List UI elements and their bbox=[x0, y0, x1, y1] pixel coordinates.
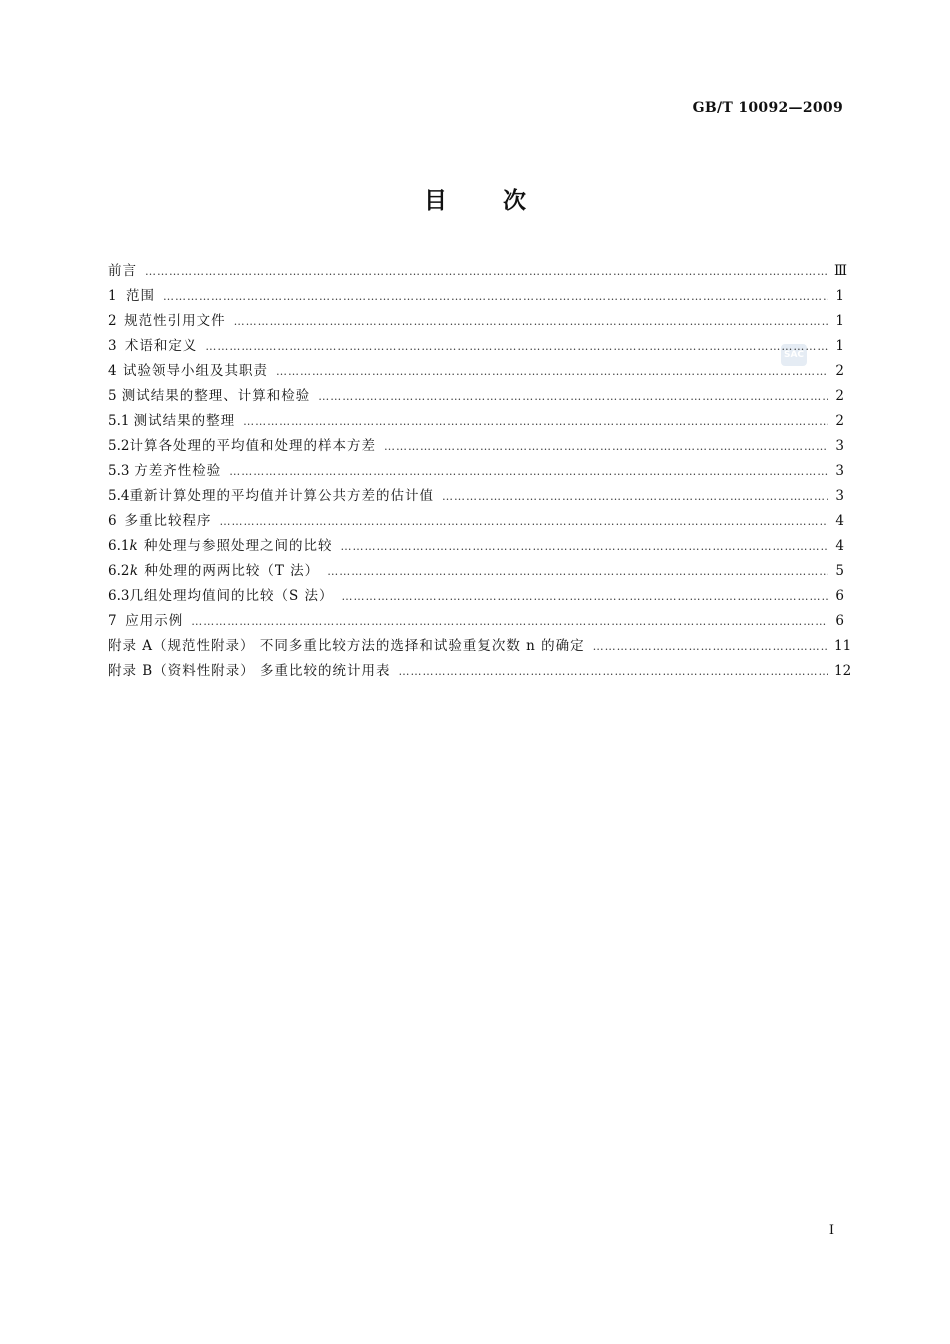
toc-entry-5-4[interactable] bbox=[108, 484, 844, 509]
toc-entry-page: 3 bbox=[835, 488, 844, 504]
toc-entry-3[interactable] bbox=[108, 334, 844, 359]
toc-entry-5-3[interactable] bbox=[108, 459, 844, 484]
dot-leader bbox=[442, 484, 828, 509]
toc-entry-number: 2 bbox=[108, 313, 117, 329]
toc-entry-page: 6 bbox=[835, 613, 844, 629]
dot-leader bbox=[318, 384, 828, 409]
toc-entry-4[interactable] bbox=[108, 359, 844, 384]
toc-entry-number: 6.3 bbox=[108, 588, 130, 604]
toc-entry-5-2[interactable] bbox=[108, 434, 844, 459]
dot-leader bbox=[593, 634, 828, 659]
toc-entry-number: 3 bbox=[108, 338, 117, 354]
toc-entry-6[interactable] bbox=[108, 509, 844, 534]
toc-entry-text: 计算各处理的平均值和处理的样本方差 bbox=[129, 438, 376, 454]
dot-leader bbox=[340, 534, 828, 559]
toc-entry-5[interactable] bbox=[108, 384, 844, 409]
toc-entry-page: 4 bbox=[835, 513, 844, 529]
page-title bbox=[0, 182, 950, 215]
toc-entry-page: 5 bbox=[835, 563, 844, 579]
toc-entry-number: 7 bbox=[108, 613, 117, 629]
toc-entry-number: 6 bbox=[108, 513, 117, 529]
title-char-2: 次 bbox=[503, 188, 526, 214]
toc-entry-page: 4 bbox=[835, 538, 844, 554]
toc-entry-page: 12 bbox=[834, 663, 852, 679]
toc-entry-text: 试验领导小组及其职责 bbox=[122, 363, 268, 379]
dot-leader bbox=[145, 259, 828, 284]
toc-entry-page: 11 bbox=[834, 638, 852, 654]
toc-entry-text: 多重比较程序 bbox=[124, 513, 212, 529]
dot-leader bbox=[342, 584, 828, 609]
sac-watermark-logo: SAC bbox=[781, 344, 807, 366]
toc-entry-text: 附录 A（规范性附录） 不同多重比较方法的选择和试验重复次数 n 的确定 bbox=[108, 638, 585, 654]
toc-entry-text: 测试结果的整理、计算和检验 bbox=[121, 388, 311, 404]
toc-entry-number: 4 bbox=[108, 363, 117, 379]
toc-entry-page: 2 bbox=[835, 363, 844, 379]
toc-entry-number: 5.4 bbox=[108, 488, 130, 504]
toc-entry-number: 5.1 bbox=[108, 413, 130, 429]
dot-leader bbox=[229, 459, 828, 484]
toc-entry-number: 1 bbox=[108, 288, 117, 304]
toc-entry-page: 2 bbox=[835, 388, 844, 404]
dot-leader bbox=[234, 309, 828, 334]
title-char-1: 目 bbox=[424, 188, 447, 214]
toc-entry-text: 重新计算处理的平均值并计算公共方差的估计值 bbox=[129, 488, 434, 504]
dot-leader bbox=[243, 409, 828, 434]
toc-entry-text: 规范性引用文件 bbox=[124, 313, 226, 329]
toc-entry-text: 方差齐性检验 bbox=[134, 463, 222, 479]
toc-entry-text bbox=[130, 559, 319, 584]
toc-entry-page: 3 bbox=[835, 463, 844, 479]
toc-entry-page: 1 bbox=[835, 338, 844, 354]
italic-variable-k: k bbox=[129, 538, 139, 554]
dot-leader bbox=[163, 284, 828, 309]
dot-leader bbox=[205, 334, 828, 359]
toc-entry-text: 前言 bbox=[108, 263, 137, 279]
toc-entry-number: 6.2 bbox=[108, 563, 130, 579]
toc-entry-page: 1 bbox=[835, 313, 844, 329]
toc-entry-text: 术语和定义 bbox=[124, 338, 198, 354]
toc-entry-text bbox=[129, 534, 332, 559]
toc-entry-page: 2 bbox=[835, 413, 844, 429]
toc-entry-text: 几组处理均值间的比较（S 法） bbox=[129, 588, 334, 604]
toc-entry-text-rest: 种处理与参照处理之间的比较 bbox=[138, 538, 333, 554]
table-of-contents bbox=[108, 259, 852, 684]
toc-entry-text: 测试结果的整理 bbox=[133, 413, 236, 429]
toc-entry-number: 5.2 bbox=[108, 438, 130, 454]
toc-entry-annex-a[interactable] bbox=[108, 634, 852, 659]
toc-entry-page: 1 bbox=[835, 288, 844, 304]
dot-leader bbox=[276, 359, 828, 384]
page-number: I bbox=[828, 1223, 834, 1238]
toc-entry-6-1[interactable] bbox=[108, 534, 844, 559]
toc-entry-number: 5 bbox=[108, 388, 117, 404]
dot-leader bbox=[384, 434, 828, 459]
toc-entry-page: 6 bbox=[835, 588, 844, 604]
dot-leader bbox=[219, 509, 828, 534]
toc-entry-number: 6.1 bbox=[108, 538, 130, 554]
toc-entry-foreword[interactable] bbox=[108, 259, 848, 284]
toc-entry-annex-b[interactable] bbox=[108, 659, 852, 684]
toc-entry-text: 附录 B（资料性附录） 多重比较的统计用表 bbox=[108, 663, 391, 679]
toc-entry-page: Ⅲ bbox=[834, 263, 848, 279]
toc-entry-1[interactable] bbox=[108, 284, 844, 309]
toc-entry-6-3[interactable] bbox=[108, 584, 844, 609]
toc-entry-7[interactable] bbox=[108, 609, 844, 634]
toc-entry-6-2[interactable] bbox=[108, 559, 844, 584]
standard-code: GB/T 10092—2009 bbox=[692, 100, 843, 116]
dot-leader bbox=[327, 559, 828, 584]
toc-entry-2[interactable] bbox=[108, 309, 844, 334]
toc-entry-text: 应用示例 bbox=[125, 613, 184, 629]
italic-variable-k: k bbox=[129, 563, 140, 579]
dot-leader bbox=[399, 659, 828, 684]
toc-entry-number: 5.3 bbox=[108, 463, 130, 479]
toc-entry-text: 范围 bbox=[126, 288, 156, 304]
toc-entry-page: 3 bbox=[835, 438, 844, 454]
toc-entry-text-rest: 种处理的两两比较（T 法） bbox=[139, 563, 320, 579]
toc-entry-5-1[interactable] bbox=[108, 409, 844, 434]
dot-leader bbox=[191, 609, 828, 634]
